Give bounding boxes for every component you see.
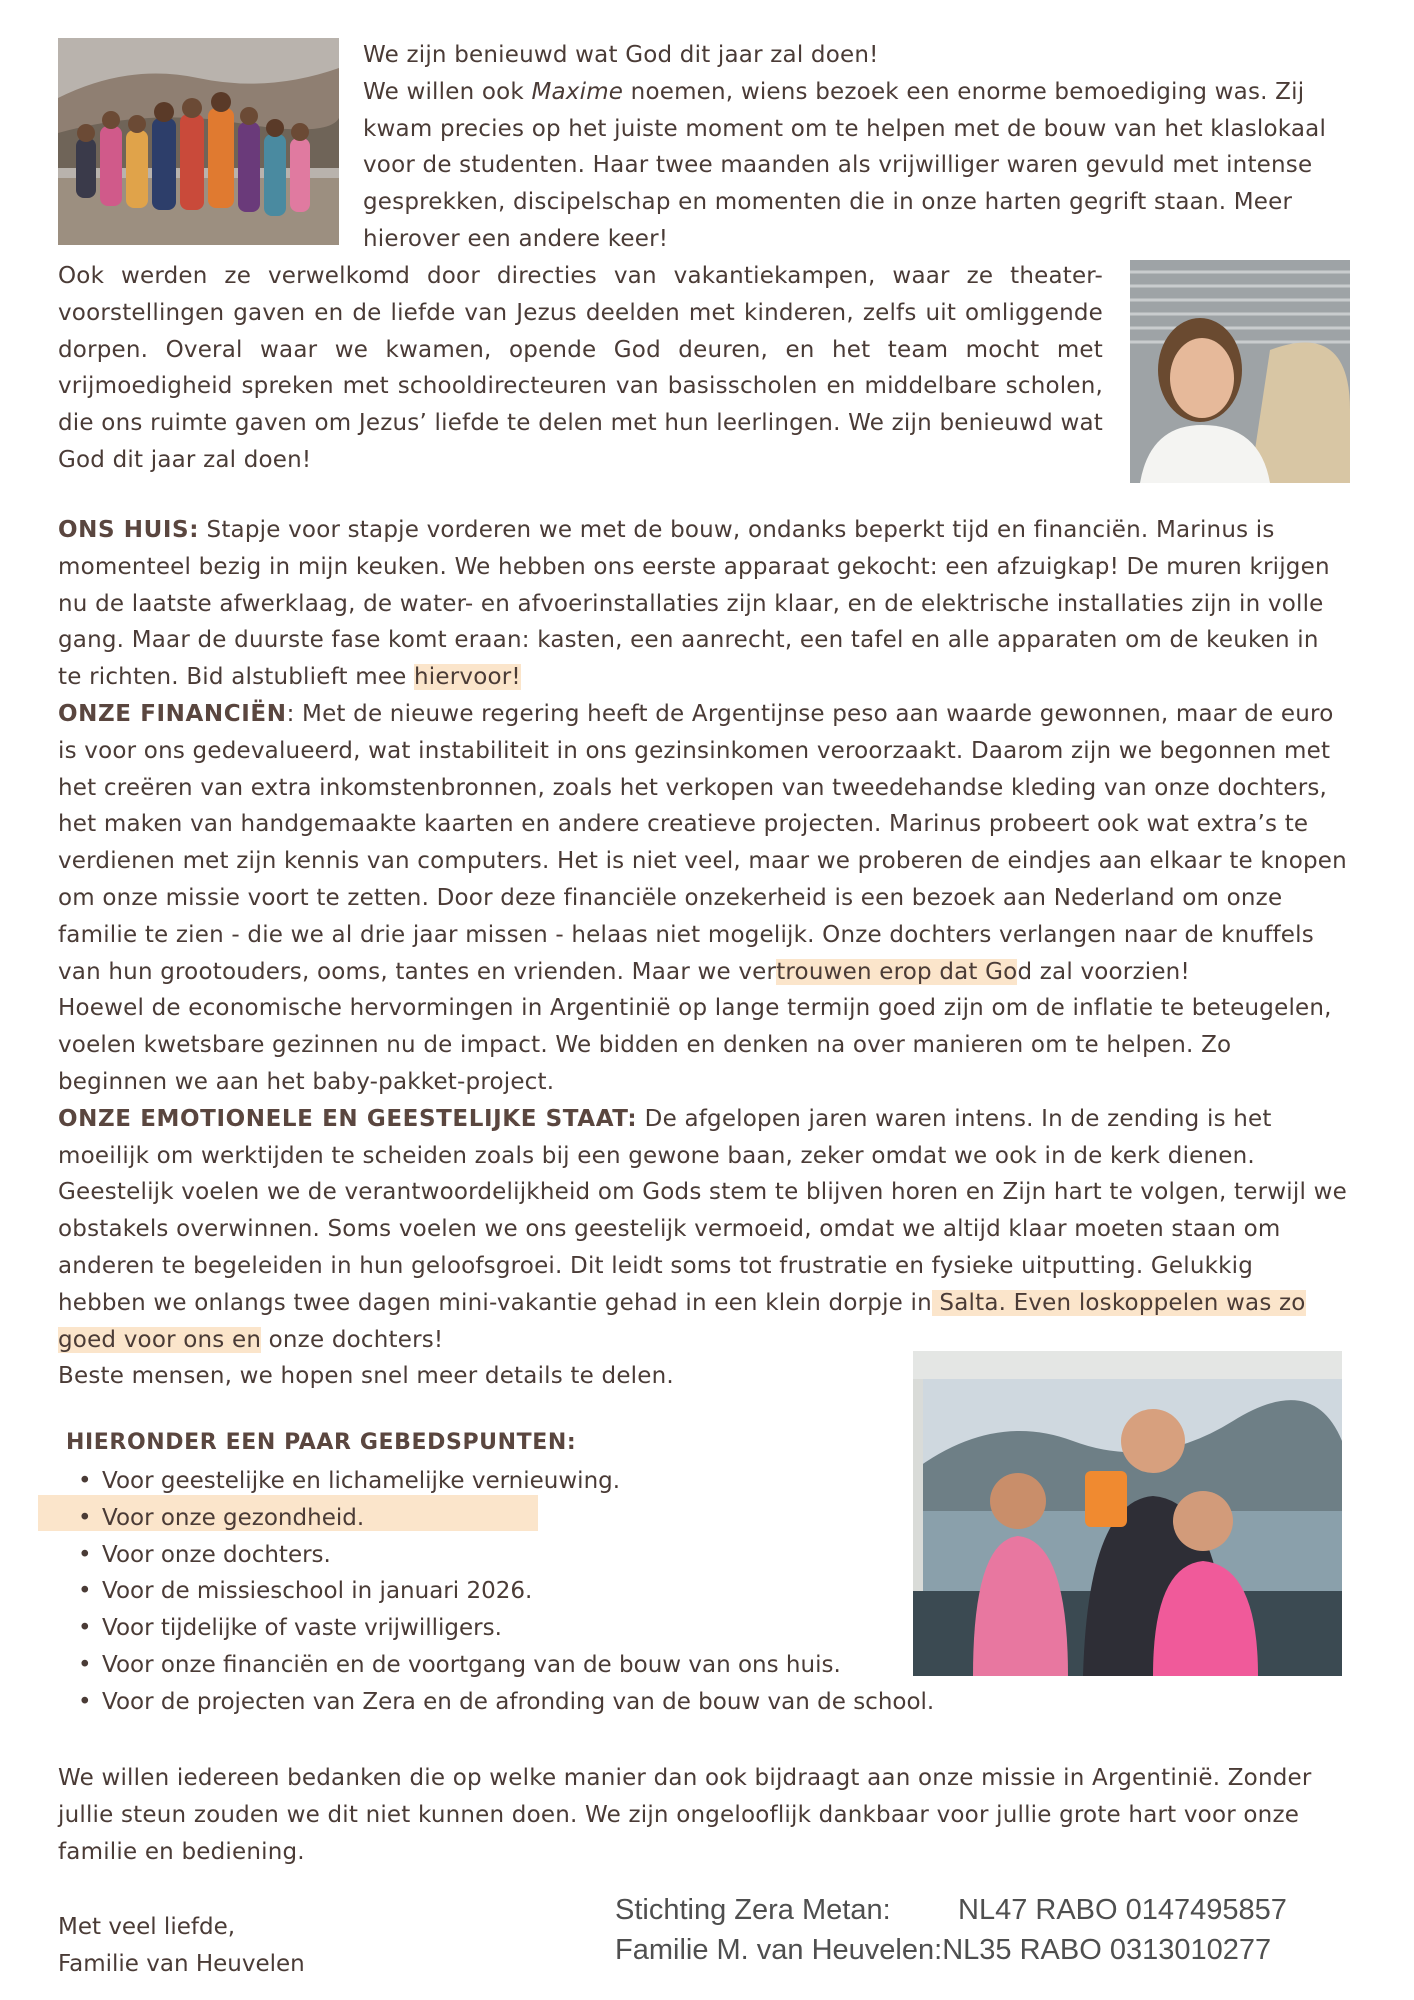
section-text-huis: Stapje voor stapje vorderen we met de bouw, ondanks beperkt tijd en financiën. Marinus is momenteel bezig in mijn keuken. We hebben ons eerste apparaat gekocht: een afzuigkap! De muren krijgen nu de laatste afwerklaag, de water- en afvoerinstallaties zijn klaar, en de elektrische installaties zijn in volle gang. Maar de duurste fase komt eraan: kasten, een aanrecht, een tafel en alle apparaten om de keuken in te richten. Bid alstublieft mee bbox=[58, 517, 1330, 691]
prayer-item: • Voor onze dochters. bbox=[78, 1537, 978, 1574]
section-label-huis: ONS HUIS: bbox=[58, 517, 200, 543]
prayer-list bbox=[78, 1463, 978, 1721]
prayer-item: • Voor tijdelijke of vaste vrijwilligers. bbox=[78, 1610, 978, 1647]
highlight-salta: Salta. Even loskoppelen was zo goed voor ons en bbox=[58, 1289, 1306, 1353]
section-text-emotioneel-end: onze dochters! bbox=[261, 1326, 444, 1353]
bank-iban: NL35 RABO 0313010277 bbox=[942, 1934, 1272, 1966]
bank-account-name: Familie M. van Heuvelen: bbox=[615, 1934, 943, 1966]
bank-details bbox=[615, 1890, 1287, 1970]
section-text-financien-end: d zal voorzien! bbox=[1017, 958, 1190, 985]
prayer-item: • Voor onze gezondheid. bbox=[78, 1500, 978, 1537]
maxime-text-pre: We willen ook bbox=[363, 78, 532, 105]
prayer-item: • Voor onze financiën en de voortgang van de bouw van ons huis. bbox=[78, 1647, 978, 1684]
section-text-emotioneel: De afgelopen jaren waren intens. In de zending is het moeilijk om werktijden te scheiden zoals bij een gewone baan, zeker omdat we ook in de kerk dienen. Geestelijk voelen we de verantwoordelijkheid om Gods stem te blijven horen en Zijn hart te volgen, terwijl we obstakels overwinnen. Soms voelen we ons geestelijk vermoeid, omdat we altijd klaar moeten staan om anderen te begeleiden in hun geloofsgroei. Dit leidt soms tot frustratie en fysieke uitputting. Gelukkig hebben we onlangs twee dagen mini-vakantie gehad in een klein dorpje in bbox=[58, 1105, 1347, 1316]
signoff-name: Familie van Heuvelen bbox=[58, 1951, 305, 1977]
team-paragraph: Ook werden ze verwelkomd door directies van vakantiekampen, waar ze theater-voorstellingen gaven en de liefde van Jezus deelden met kinderen, zelfs uit omliggende dorpen. Overal waar we kwamen, opende God deuren, en het team mocht met vrijmoedigheid spreken met schooldirecteuren van basisscholen en middelbare scholen, die ons ruimte gaven om Jezus’ liefde te delen met hun leerlingen. We zijn benieuwd wat God dit jaar zal doen! bbox=[58, 263, 1103, 473]
section-label-emotioneel: ONZE EMOTIONELE EN GEESTELIJKE STAAT: bbox=[58, 1105, 638, 1132]
maxime-text: noemen, wiens bezoek een enorme bemoediging was. Zij kwam precies op het juiste moment om te helpen met de bouw van het klaslokaal voor de studenten. Haar twee maanden als vrijwilliger waren gevuld met intense gesprekken, discipelschap en momenten die in onze harten gegrift staan. Meer hierover een andere keer! bbox=[363, 78, 1327, 252]
intro-line: We zijn benieuwd wat God dit jaar zal doen! bbox=[363, 42, 879, 68]
prayer-item: • Voor de missieschool in januari 2026. bbox=[78, 1573, 978, 1610]
bank-iban: NL47 RABO 0147495857 bbox=[958, 1894, 1287, 1926]
closing-line: Beste mensen, we hopen snel meer details te delen. bbox=[58, 1363, 674, 1390]
intro-paragraph bbox=[363, 37, 1333, 258]
signoff-greeting: Met veel liefde, bbox=[58, 1914, 236, 1940]
volunteer-portrait-photo bbox=[1130, 260, 1350, 483]
section-text-economie: Hoewel de economische hervormingen in Argentinië op lange termijn goed zijn om de inflatie te beteugelen, voelen kwetsbare gezinnen nu de impact. We bidden en denken na over manieren om te helpen. Zo beginnen we aan het baby-pakket-project. bbox=[58, 995, 1332, 1095]
body-sections bbox=[58, 512, 1348, 1395]
bank-row bbox=[615, 1930, 1287, 1970]
highlight-hiervoor: hiervoor! bbox=[414, 664, 521, 691]
highlight-vertrouwen: trouwen erop dat Go bbox=[776, 958, 1018, 985]
signoff bbox=[58, 1909, 305, 1983]
bank-row bbox=[615, 1890, 1287, 1930]
thanks-paragraph: We willen iedereen bedanken die op welke manier dan ook bijdraagt aan onze missie in Argentinië. Zonder jullie steun zouden we dit niet kunnen doen. We zijn ongelooflijk dankbaar voor jullie grote hart voor onze familie en bediening. bbox=[58, 1765, 1312, 1865]
maxime-name: Maxime bbox=[531, 78, 624, 105]
prayer-item: • Voor geestelijke en lichamelijke vernieuwing. bbox=[78, 1463, 978, 1500]
bank-account-name: Stichting Zera Metan: bbox=[615, 1894, 891, 1926]
section-text-financien: : Met de nieuwe regering heeft de Argentijnse peso aan waarde gewonnen, maar de euro is voor ons gedevalueerd, wat instabiliteit in ons gezinsinkomen veroorzaakt. Daarom zijn we begonnen met het creëren van extra inkomstenbronnen, zoals het verkopen van tweedehandse kleding van onze dochters, het maken van handgemaakte kaarten en andere creatieve projecten. Marinus probeert ook wat extra’s te verdienen met zijn kennis van computers. Het is niet veel, maar we proberen de eindjes aan elkaar te knopen om onze missie voort te zetten. Door deze financiële onzekerheid is een bezoek aan Nederland om onze familie te zien - die we al drie jaar missen - helaas niet mogelijk. Onze dochters verlangen naar de knuffels van hun grootouders, ooms, tantes en vrienden. Maar we ver bbox=[58, 700, 1347, 985]
children-group-photo bbox=[58, 38, 339, 245]
prayer-heading: HIERONDER EEN PAAR GEBEDSPUNTEN: bbox=[66, 1430, 577, 1455]
section-label-financien: ONZE FINANCIËN bbox=[58, 700, 287, 727]
prayer-item: • Voor de projecten van Zera en de afronding van de bouw van de school. bbox=[78, 1684, 978, 1721]
